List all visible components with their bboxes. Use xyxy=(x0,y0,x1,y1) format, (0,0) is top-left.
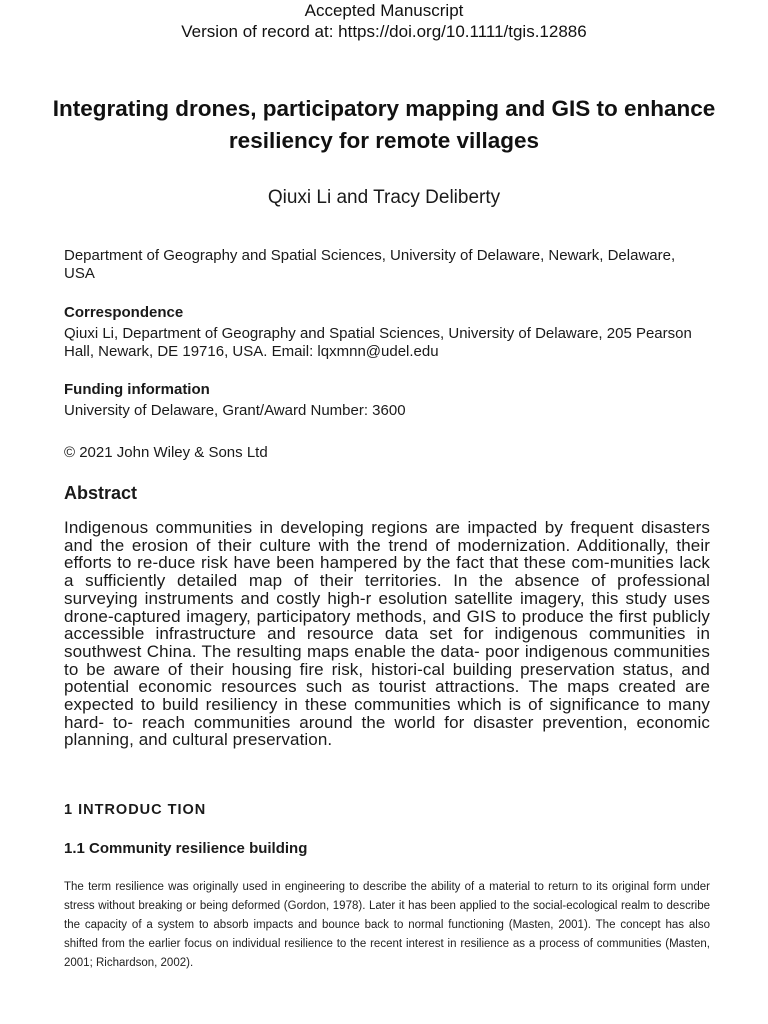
affiliation: Department of Geography and Spatial Sciences, University of Delaware, Newark, Delaware, USA xyxy=(64,247,676,282)
abstract-text: Indigenous communities in developing regions are impacted by frequent disasters and the erosion of their culture with the trend of modernization. Additionally, their efforts to re-duce risk have been hampered by the fact that these com-munities lack a sufficiently detailed map of their territories. In the absence of professional surveying instruments and costly high-r esolution satellite imagery, this study uses drone-captured imagery, participatory methods, and GIS to produce the first publicly accessible infrastructure and resource data set for indigenous communities in southwest China. The resulting maps enable the data- poor indigenous communities to be aware of their housing fire risk, histori-cal building preservation status, and potential economic resources such as tourist attractions. The maps created are expected to build resiliency in these communities which is of significance to many hard- to- reach communities around the world for disaster prevention, economic planning, and cultural preservation. xyxy=(64,518,710,750)
paper-authors: Qiuxi Li and Tracy Deliberty xyxy=(267,187,501,208)
copyright-notice: © 2021 John Wiley & Sons Ltd xyxy=(64,444,268,461)
version-of-record-doi: Version of record at: https://doi.org/10.1111/tgis.12886 xyxy=(181,22,587,41)
subsection-heading: 1.1 Community resilience building xyxy=(64,840,308,857)
accepted-manuscript-label: Accepted Manuscript xyxy=(304,1,464,20)
funding-text: University of Delaware, Grant/Award Number: 3600 xyxy=(64,402,406,419)
paper-title: Integrating drones, participatory mapping and GIS to enhance resiliency for remote villages xyxy=(52,96,716,153)
correspondence-label: Correspondence xyxy=(64,304,184,321)
funding-label: Funding information xyxy=(64,381,210,398)
body-paragraph: The term resilience was originally used in engineering to describe the ability of a material to return to its original form under stress without breaking or being deformed (Gordon, 1978). Later it has been applied to the social-ecological realm to describe the capacity of a system to absorb impacts and bounce back to normal functioning (Masten, 2001). The concept has also shifted from the earlier focus on individual resilience to the recent interest in resilience as a process of communities (Masten, 2001; Richardson, 2002). xyxy=(64,881,710,969)
correspondence-text: Qiuxi Li, Department of Geography and Spatial Sciences, University of Delaware, 205 Pearson Hall, Newark, DE 19716, USA. Email: lqxmnn@udel.edu xyxy=(64,325,692,360)
section-heading: 1 INTRODUC TION xyxy=(64,802,207,818)
abstract-heading: Abstract xyxy=(64,483,138,503)
